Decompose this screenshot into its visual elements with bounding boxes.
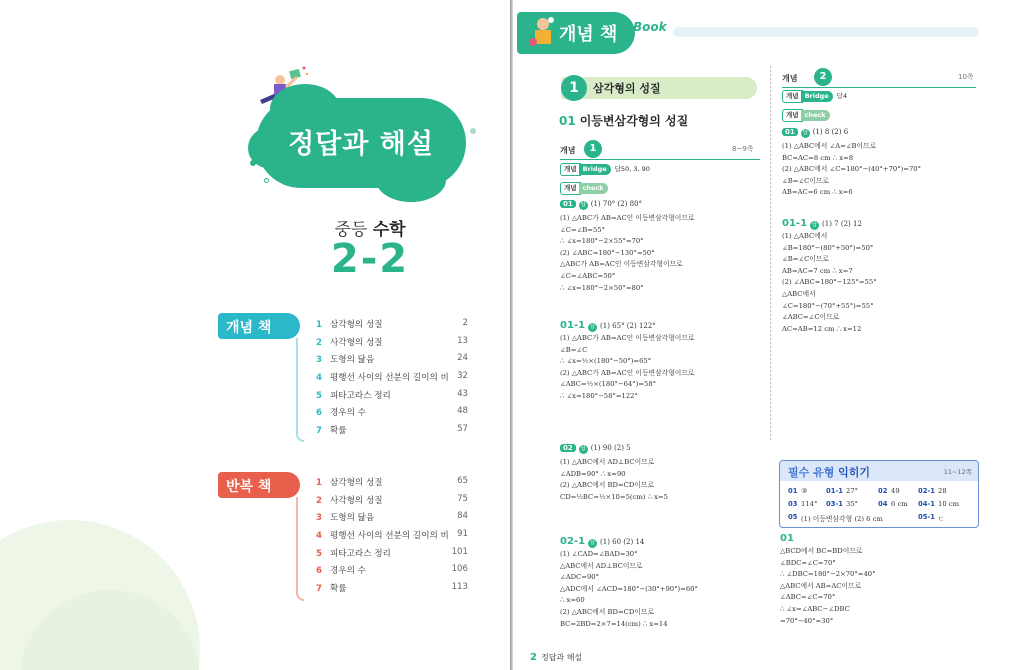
solution-line: =70°−40°=30° bbox=[780, 616, 834, 625]
solution-line: (1) ∠CAD=∠BAD=30° bbox=[560, 550, 638, 558]
solution-line: (2) ∠ABC=180°−125°=55° bbox=[782, 278, 877, 287]
solution-line: ∠ABC=∠C=70° bbox=[780, 593, 836, 602]
toc-badge-check: 반복 책Check bbox=[218, 472, 300, 498]
solution-line: ∴ ∠DBC=180°−2×70°=40° bbox=[780, 570, 876, 579]
concept-rule-1 bbox=[560, 150, 760, 160]
solution-line: △BCD에서 BC=BD이므로 bbox=[780, 547, 863, 555]
check-tag-left: 개념 check bbox=[560, 182, 608, 193]
solution-line: ∠B=180°−(80°+50°)=50° bbox=[782, 243, 874, 252]
toc-item-number: 4 bbox=[316, 373, 322, 384]
problem-header bbox=[560, 444, 631, 454]
toc-item-page: 2 bbox=[462, 318, 468, 328]
header-bar bbox=[673, 27, 979, 37]
pilsu-key: 01 bbox=[788, 487, 798, 495]
toc-item-label: 경우의 수 bbox=[330, 408, 366, 419]
solution-line: (2) △ABC에서 ∠C=180°−(40°+70°)=70° bbox=[782, 165, 922, 174]
pilsu-value: 28 bbox=[938, 487, 947, 495]
concept-header-2: 개념 bbox=[782, 74, 798, 83]
problem-header bbox=[782, 218, 862, 230]
solution-line: (1) △ABC에서 ∠A=∠B이므로 bbox=[782, 142, 877, 150]
toc-item-page: 13 bbox=[457, 335, 468, 346]
toc-item[interactable] bbox=[316, 582, 468, 600]
problem-header bbox=[560, 320, 656, 332]
toc-item-number: 1 bbox=[316, 478, 322, 488]
pilsu-key: 03-1 bbox=[826, 500, 844, 508]
concept-pages-2: 10쪽 bbox=[958, 73, 974, 81]
toc-item-page: 24 bbox=[457, 353, 468, 364]
answer-mark-icon: 답 bbox=[810, 221, 819, 230]
toc-item-number: 6 bbox=[316, 566, 322, 577]
problem-number: 02-1 bbox=[560, 536, 586, 547]
toc-item-page: 48 bbox=[457, 406, 468, 417]
solution-line: (1) △ABC가 AB=AC인 이등변삼각형이므로 bbox=[560, 334, 695, 342]
toc-item-number: 4 bbox=[316, 531, 322, 542]
solution-line: BC=AC=8 cm ∴ x=8 bbox=[782, 153, 854, 162]
solution-line: (2) △ABC에서 BD=CD이므로 bbox=[560, 481, 655, 490]
section-title: 삼각형의 성질 bbox=[593, 82, 661, 95]
toc-item[interactable] bbox=[316, 371, 468, 389]
lesson-title: 01 이등변삼각형의 성질 bbox=[559, 114, 689, 128]
toc-item-number: 3 bbox=[316, 513, 322, 524]
toc-item[interactable] bbox=[316, 318, 468, 336]
problem-number: 01-1 bbox=[560, 320, 586, 331]
toc-item-label: 피타고라스 정리 bbox=[330, 548, 391, 559]
solution-line: ∠ABC=½×(180°−64°)=58° bbox=[560, 380, 657, 389]
problem-solution bbox=[782, 141, 921, 199]
solution-line: ∠B=∠C이므로 bbox=[782, 255, 829, 264]
pilsu-key: 04 bbox=[878, 500, 888, 508]
toc-item-label: 평행선 사이의 선분의 길이의 비 bbox=[330, 373, 449, 384]
toc-bracket-line bbox=[296, 338, 304, 442]
toc-item[interactable] bbox=[316, 547, 468, 565]
toc-item-page: 57 bbox=[457, 424, 468, 435]
toc-item[interactable] bbox=[316, 336, 468, 354]
toc-item[interactable] bbox=[316, 389, 468, 407]
pilsu-value: ㄷ bbox=[938, 515, 945, 523]
toc-item[interactable] bbox=[316, 424, 468, 442]
pilsu-value: 6 cm bbox=[891, 500, 908, 508]
pilsu-key: 05 bbox=[788, 513, 798, 521]
pilsu-value: (1) 이등변삼각형 (2) 6 cm bbox=[801, 515, 883, 523]
toc-item-number: 1 bbox=[316, 320, 322, 330]
pilsu-value: 27° bbox=[846, 487, 859, 495]
problem-answer: (1) 60 (2) 14 bbox=[600, 538, 645, 546]
problem-answer: (1) 7 (2) 12 bbox=[822, 220, 862, 228]
solution-line: △ABC가 AB=AC인 이등변삼각형이므로 bbox=[560, 260, 683, 269]
toc-item-page: 43 bbox=[457, 388, 468, 399]
solution-line: △ABC에서 AB=AC이므로 bbox=[780, 581, 862, 590]
problem-solution bbox=[560, 333, 695, 403]
solution-line: AB=AC=6 cm ∴ x=6 bbox=[782, 188, 853, 197]
problem-header bbox=[560, 200, 642, 210]
cover-grade: 2-2 bbox=[330, 236, 410, 282]
toc-item-number: 5 bbox=[316, 390, 322, 401]
pilsu-row bbox=[788, 487, 978, 499]
toc-item-label: 사각형의 성질 bbox=[330, 337, 383, 348]
pilsu-value: ③ bbox=[801, 487, 808, 495]
concept-pages-1: 8~9쪽 bbox=[732, 145, 754, 153]
solution-line: △ABC에서 AD⊥BC이므로 bbox=[560, 561, 643, 570]
column-divider bbox=[770, 66, 771, 442]
toc-item-page: 32 bbox=[457, 371, 468, 382]
toc-item-page: 91 bbox=[457, 529, 468, 540]
solution-line: ∴ ∠x=180°−2×55°=70° bbox=[560, 237, 644, 246]
bottom-solution-number: 01 bbox=[780, 533, 794, 544]
solution-line: △ABC에서 bbox=[782, 289, 816, 298]
section-number: 1 bbox=[561, 75, 587, 101]
toc-list-check bbox=[316, 476, 468, 600]
toc-item-label: 도형의 닮음 bbox=[330, 513, 375, 524]
bottom-solution bbox=[780, 546, 876, 627]
problem-answer: (1) 70° (2) 80° bbox=[590, 200, 643, 208]
toc-item-page: 84 bbox=[457, 511, 468, 522]
solution-line: ∠B=∠C bbox=[560, 345, 588, 354]
toc-bracket-line bbox=[296, 497, 304, 601]
toc-item-number: 2 bbox=[316, 337, 322, 348]
answer-mark-icon: 답 bbox=[579, 201, 588, 210]
pilsu-value: 35° bbox=[846, 500, 859, 508]
toc-item[interactable] bbox=[316, 406, 468, 424]
problem-solution bbox=[560, 457, 668, 503]
toc-item-number: 3 bbox=[316, 355, 322, 366]
solution-line: (1) △ABC가 AB=AC인 이등변삼각형이므로 bbox=[560, 214, 695, 222]
toc-item-number: 6 bbox=[316, 408, 322, 419]
toc-item-label: 확률 bbox=[330, 584, 347, 595]
solution-line: ∠C=∠ABC=50° bbox=[560, 271, 616, 280]
toc-item-label: 삼각형의 성질 bbox=[330, 478, 383, 488]
pilsu-value: 10 cm bbox=[938, 500, 960, 508]
toc-item-page: 106 bbox=[451, 564, 468, 575]
toc-item-number: 5 bbox=[316, 548, 322, 559]
cover-subject: 중등 수학 bbox=[334, 220, 406, 240]
problem-answer: (1) 65° (2) 122° bbox=[600, 322, 656, 330]
toc-item-page: 113 bbox=[451, 582, 468, 593]
pilsu-key: 01-1 bbox=[826, 487, 844, 495]
pilsu-key: 02-1 bbox=[918, 487, 936, 495]
solution-line: (1) △ABC에서 AD⊥BC이므로 bbox=[560, 458, 655, 466]
toc-item[interactable] bbox=[316, 494, 468, 512]
pilsu-title: 필수 유형 익히기 bbox=[788, 466, 871, 479]
toc-item-label: 확률 bbox=[330, 426, 347, 437]
answer-mark-icon: 답 bbox=[588, 323, 597, 332]
toc-item-page: 65 bbox=[457, 476, 468, 486]
toc-item[interactable] bbox=[316, 353, 468, 371]
concept-number-1: 1 bbox=[584, 140, 602, 158]
answer-mark-icon: 답 bbox=[588, 539, 597, 548]
concept-number-2: 2 bbox=[814, 68, 832, 86]
header-title: 개념 책 bbox=[559, 24, 618, 45]
toc-item-number: 7 bbox=[316, 584, 322, 595]
problem-header bbox=[782, 128, 848, 138]
solution-line: △ADC에서 ∠ACD=180°−(30°+90°)=60° bbox=[560, 584, 698, 593]
pilsu-value: 49 bbox=[891, 487, 900, 495]
toc-item-label: 삼각형의 성질 bbox=[330, 320, 383, 330]
solution-line: ∠BDC=∠C=70° bbox=[780, 558, 836, 567]
problem-number: 02 bbox=[560, 444, 576, 452]
cover-title: 정답과 해설 bbox=[288, 129, 434, 160]
solution-line: ∠C=180°−(70°+55°)=55° bbox=[782, 301, 874, 310]
toc-item-number: 7 bbox=[316, 426, 322, 437]
problem-number: 01-1 bbox=[782, 218, 808, 229]
solution-line: CD=½BC=½×10=5(cm) ∴ x=5 bbox=[560, 492, 668, 501]
problem-answer: (1) 8 (2) 6 bbox=[812, 128, 849, 136]
pilsu-box bbox=[779, 460, 979, 528]
concept-header-1: 개념 bbox=[560, 146, 576, 155]
solution-line: (2) ∠ABC=180°−130°=50° bbox=[560, 248, 655, 257]
bridge-tag-right: 개념 Bridge 답4 bbox=[782, 90, 847, 101]
header-title-en: Book bbox=[633, 20, 667, 34]
problem-solution bbox=[560, 549, 698, 630]
toc-item[interactable] bbox=[316, 476, 468, 494]
toc-item-label: 피타고라스 정리 bbox=[330, 390, 391, 401]
toc-item[interactable] bbox=[316, 564, 468, 582]
toc-item-label: 사각형의 성질 bbox=[330, 495, 383, 506]
solution-line: ∠ADC=90° bbox=[560, 573, 599, 582]
solution-line: (2) △ABC가 AB=AC인 이등변삼각형이므로 bbox=[560, 368, 695, 377]
page-footer: 2 정답과 해설 bbox=[530, 652, 583, 663]
toc-item-label: 경우의 수 bbox=[330, 566, 366, 577]
pilsu-key: 05-1 bbox=[918, 513, 936, 521]
problem-answer: (1) 90 (2) 5 bbox=[590, 444, 631, 452]
solution-line: ∴ ∠x=180°−2×50°=80° bbox=[560, 283, 644, 292]
answer-mark-icon: 답 bbox=[801, 129, 810, 138]
toc-item-number: 2 bbox=[316, 495, 322, 506]
graduate-illustration-icon bbox=[527, 14, 557, 52]
pilsu-pages: 11~12쪽 bbox=[943, 468, 972, 476]
problem-solution bbox=[782, 231, 877, 335]
pilsu-key: 04-1 bbox=[918, 500, 936, 508]
pilsu-key: 03 bbox=[788, 500, 798, 508]
pilsu-header bbox=[780, 461, 978, 481]
pilsu-value: 114° bbox=[801, 500, 818, 508]
problem-header bbox=[560, 536, 644, 548]
solution-line: ∴ ∠x=∠ABC−∠DBC bbox=[780, 604, 850, 613]
toc-item-label: 도형의 닮음 bbox=[330, 355, 375, 366]
solution-line: BC=2BD=2×7=14(cm) ∴ x=14 bbox=[560, 619, 668, 628]
solution-line: ∴ ∠x=½×(180°−50°)=65° bbox=[560, 357, 652, 366]
concept-rule-2 bbox=[782, 78, 976, 88]
toc-badge-book: 개념 책Book bbox=[218, 313, 300, 339]
solution-line: ∴ x=60 bbox=[560, 596, 585, 605]
decor-dot bbox=[250, 160, 256, 166]
toc-item-page: 101 bbox=[451, 546, 468, 557]
solution-line: ∠ABC=∠C이므로 bbox=[782, 313, 840, 322]
solution-line: AC=AB=12 cm ∴ x=12 bbox=[782, 324, 862, 333]
solution-line: ∠C=∠B=55° bbox=[560, 225, 606, 234]
toc-item[interactable] bbox=[316, 511, 468, 529]
solution-line: ∠B=∠C이므로 bbox=[782, 176, 829, 185]
decor-dot bbox=[264, 178, 269, 183]
solution-line: ∴ ∠x=180°−58°=122° bbox=[560, 391, 638, 400]
pilsu-key: 02 bbox=[878, 487, 888, 495]
solution-line: (1) △ABC에서 bbox=[782, 232, 828, 240]
problem-number: 01 bbox=[782, 128, 798, 136]
problem-solution bbox=[560, 213, 695, 294]
pilsu-row bbox=[788, 500, 978, 512]
cover-page bbox=[0, 0, 510, 670]
toc-item-label: 평행선 사이의 선분의 길이의 비 bbox=[330, 531, 449, 542]
toc-item-page: 75 bbox=[457, 493, 468, 504]
solution-line: (2) △ABC에서 BD=CD이므로 bbox=[560, 607, 655, 616]
bridge-tag-left: 개념 Bridge 답50, 3, 90 bbox=[560, 163, 650, 174]
toc-list-book bbox=[316, 318, 468, 442]
pilsu-row bbox=[788, 513, 978, 525]
solution-line: ∠ADB=90° ∴ x=90 bbox=[560, 469, 626, 478]
problem-number: 01 bbox=[560, 200, 576, 208]
check-tag-right: 개념 check bbox=[782, 109, 830, 120]
solution-line: AB=AC=7 cm ∴ x=7 bbox=[782, 266, 853, 275]
decor-dot bbox=[470, 128, 476, 134]
toc-item[interactable] bbox=[316, 529, 468, 547]
answer-mark-icon: 답 bbox=[579, 445, 588, 454]
